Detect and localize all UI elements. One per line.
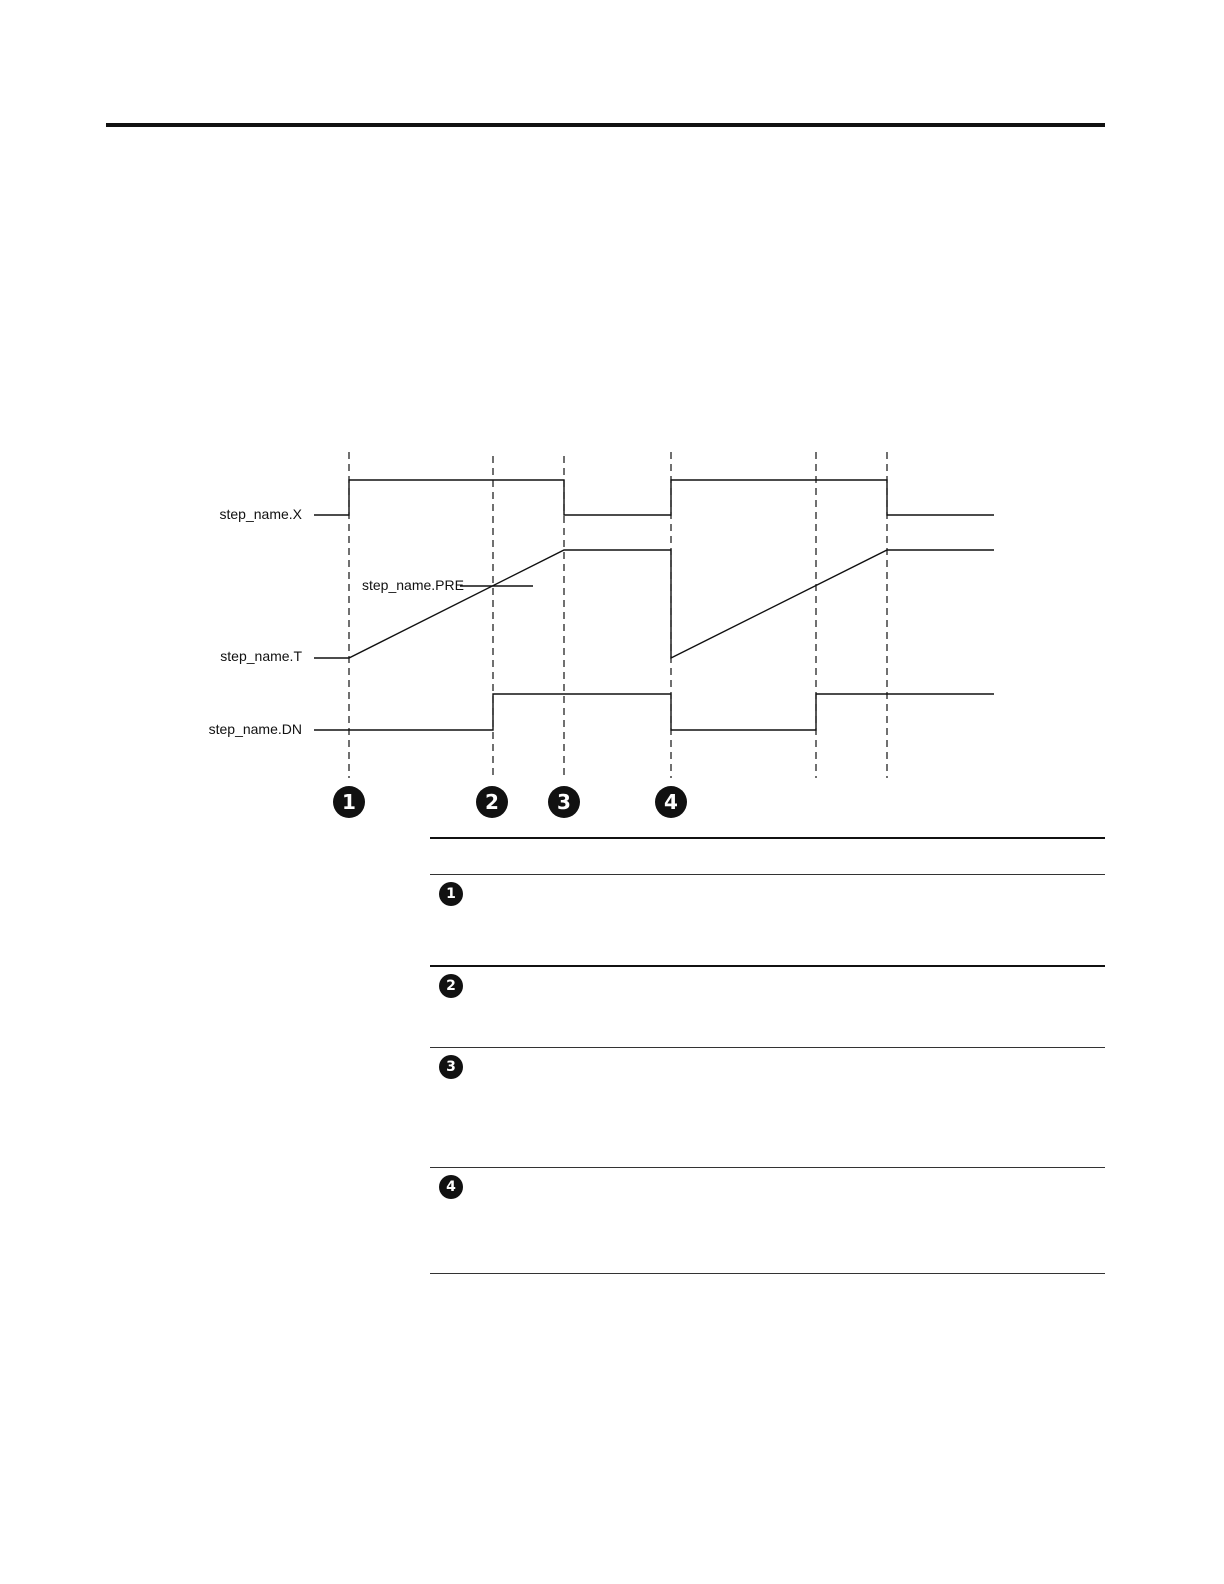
preset-label: step_name.PRE (362, 577, 464, 593)
signal-label-t: step_name.T (220, 648, 302, 664)
legend-table (430, 837, 1105, 1274)
marker-2-number: 2 (485, 790, 499, 814)
waveform-x (314, 480, 994, 515)
legend-marker-2: 2 (439, 974, 463, 998)
signal-label-x: step_name.X (219, 506, 302, 522)
legend-row-2 (430, 967, 1105, 1048)
marker-4 (655, 786, 687, 818)
waveform-dn (314, 694, 994, 730)
marker-1-number: 1 (342, 790, 356, 814)
marker-3 (548, 786, 580, 818)
marker-2 (476, 786, 508, 818)
marker-3-number: 3 (557, 790, 571, 814)
legend-header (430, 837, 1105, 875)
marker-4-number: 4 (664, 790, 678, 814)
legend-row-3 (430, 1048, 1105, 1168)
legend-row-4 (430, 1168, 1105, 1274)
waveform-t (314, 550, 994, 658)
signal-label-dn: step_name.DN (208, 721, 302, 737)
legend-marker-3: 3 (439, 1055, 463, 1079)
legend-marker-1: 1 (439, 882, 463, 906)
legend-row-1 (430, 875, 1105, 967)
marker-1 (333, 786, 365, 818)
legend-marker-4: 4 (439, 1175, 463, 1199)
